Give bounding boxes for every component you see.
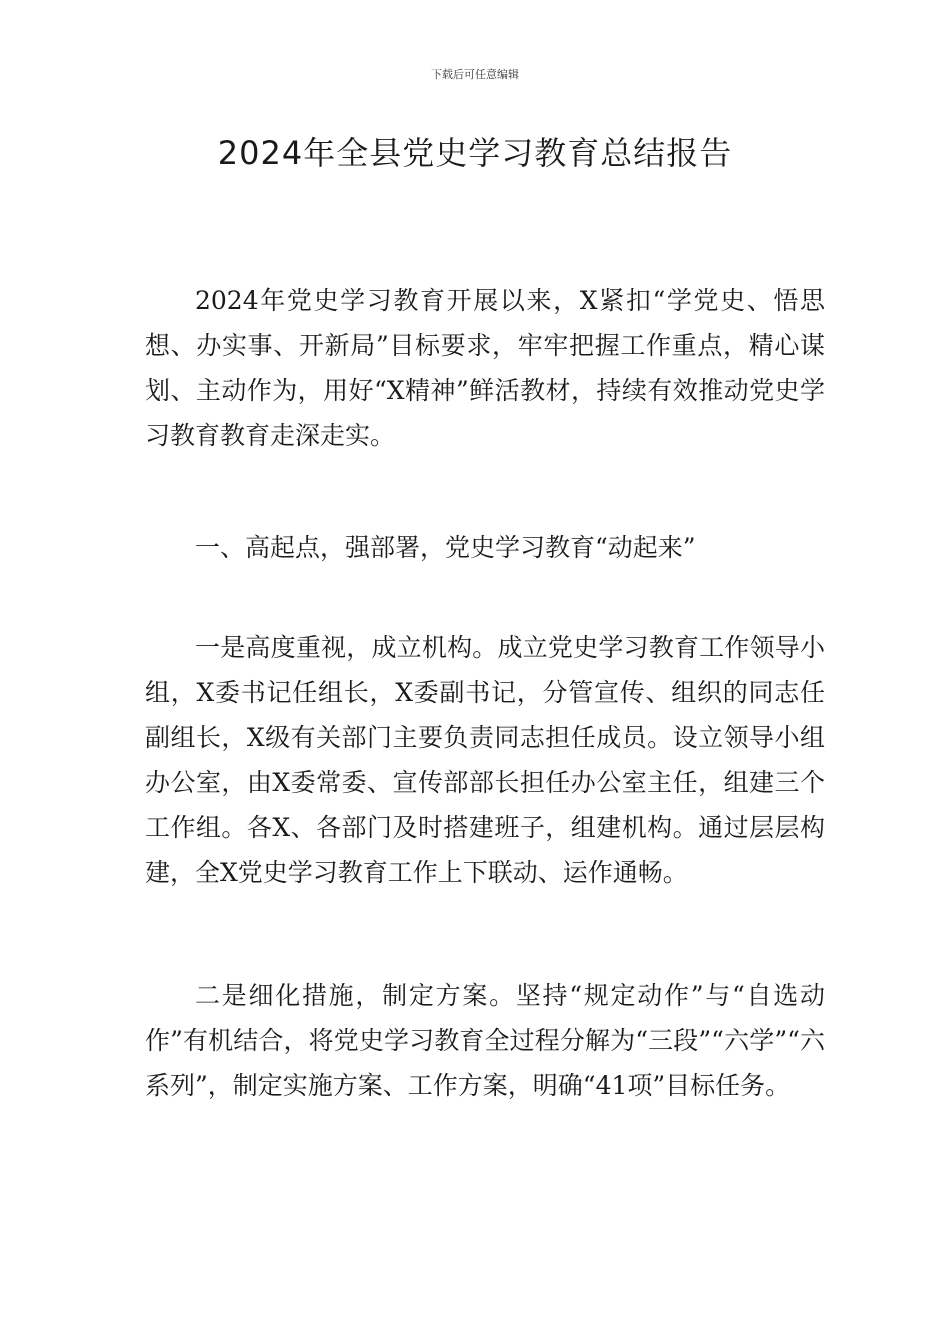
section-heading-1: 一、高起点，强部署，党史学习教育“动起来” bbox=[195, 533, 696, 562]
page-header-note: 下载后可任意编辑 bbox=[431, 68, 519, 81]
section-paragraph-2: 二是细化措施，制定方案。坚持“规定动作”与“自选动作”有机结合，将党史学习教育全过程分解为“三段”“六学”“六系列”，制定实施方案、工作方案，明确“41项”目标任务。 bbox=[145, 981, 825, 1100]
intro-paragraph: 2024年党史学习教育开展以来，X紧扣“学党史、悟思想、办实事、开新局”目标要求，牢牢把握工作重点，精心谋划、主动作为，用好“X精神”鲜活教材，持续有效推动党史学习教育教育走深走实。 bbox=[145, 286, 825, 450]
section-paragraph-1: 一是高度重视，成立机构。成立党史学习教育工作领导小组，X委书记任组长，X委副书记，分管宣传、组织的同志任副组长，X级有关部门主要负责同志担任成员。设立领导小组办公室，由X委常委、宣传部部长担任办公室主任，组建三个工作组。各X、各部门及时搭建班子，组建机构。通过层层构建，全X党史学习教育工作上下联动、运作通畅。 bbox=[145, 633, 825, 887]
document-title: 2024年全县党史学习教育总结报告 bbox=[217, 134, 733, 172]
